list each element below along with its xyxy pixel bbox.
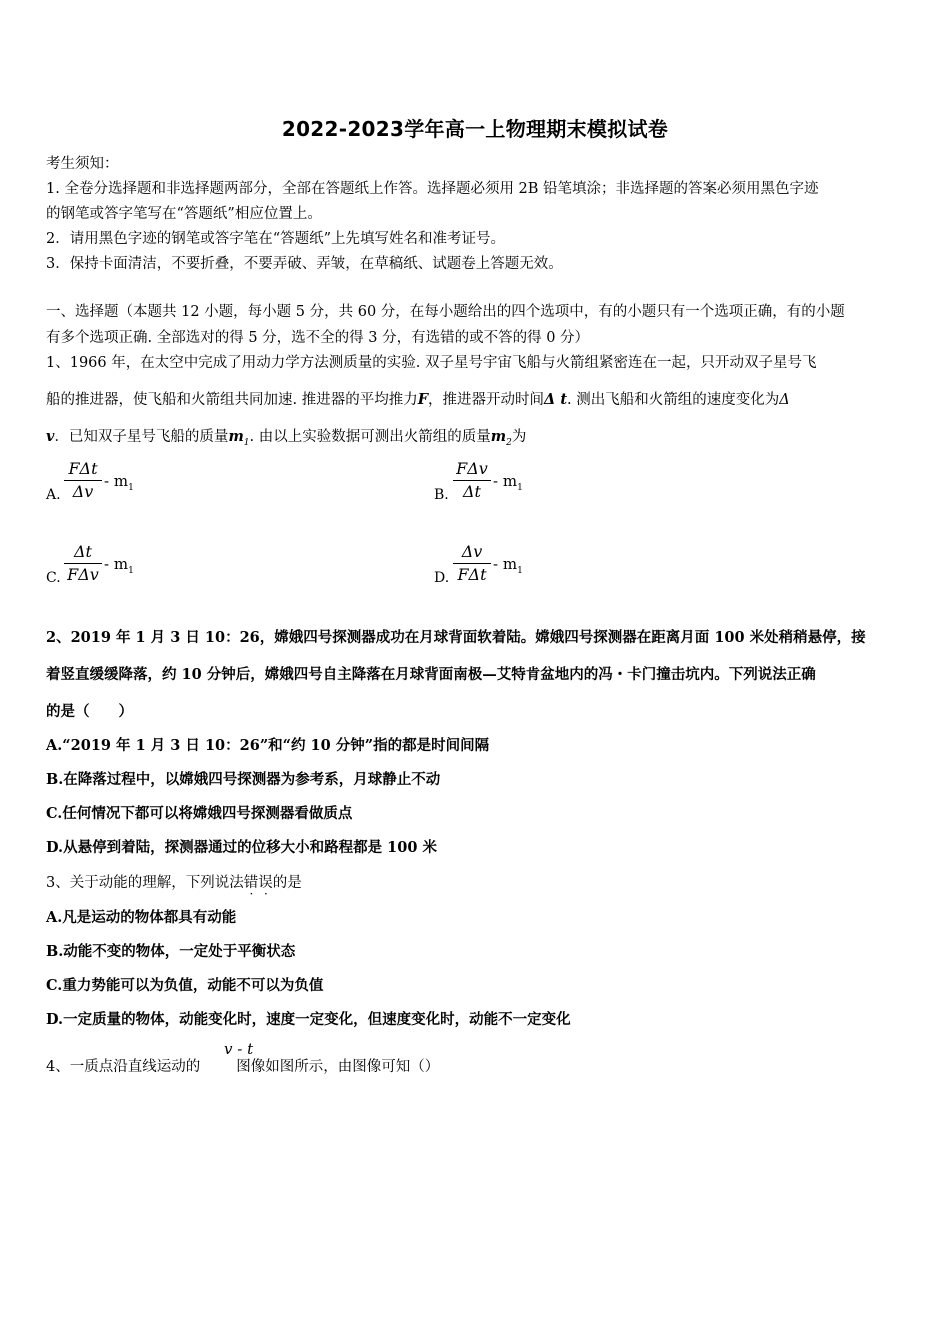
option-tail xyxy=(493,472,523,493)
section-heading-cont: 有多个选项正确. 全部选对的得 5 分，选不全的得 3 分，有选错的或不答的得 0 分） xyxy=(46,330,590,346)
q1-var-m1-sub: 1 xyxy=(243,437,250,448)
option-tail xyxy=(493,555,523,576)
fraction-denominator: Δt xyxy=(463,482,481,501)
q3-stem xyxy=(46,871,906,892)
q2-stem-line3: 的是（ ） xyxy=(46,703,133,720)
notice-item: 3．保持卡面清洁，不要折叠，不要弄破、弄皱，在草稿纸、试题卷上答题无效。 xyxy=(46,256,563,272)
fraction-bar xyxy=(453,563,491,564)
q3-text: 3、关于动能的理解，下列说法 xyxy=(46,875,244,891)
q4-stem xyxy=(46,1055,906,1076)
q1-text: ，推进器开动时间 xyxy=(428,392,545,408)
notice-item: 1. 全卷分选择题和非选择题两部分，全部在答题纸上作答。选择题必须用 2B 铅笔填涂；非选择题的答案必须用黑色字迹 xyxy=(46,181,819,197)
fraction xyxy=(453,542,491,585)
q4-vt-symbol: v - t xyxy=(224,1040,254,1058)
fraction-numerator: FΔt xyxy=(68,459,98,478)
option-tail-text: - m xyxy=(493,472,518,490)
fraction-bar xyxy=(64,480,102,481)
q1-var-F: F xyxy=(417,391,429,408)
fraction xyxy=(64,459,102,502)
fraction-denominator: Δv xyxy=(72,482,94,501)
q3-option-c[interactable]: C.重力势能可以为负值，动能不可以为负值 xyxy=(46,977,324,994)
q2-stem-line2: 着竖直缓缓降落，约 10 分钟后，嫦娥四号自主降落在月球背面南极—艾特肯盆地内的冯・卡门撞击坑内。下列说法正确 xyxy=(46,666,816,683)
q2-option-b[interactable]: B.在降落过程中，以嫦娥四号探测器为参考系，月球静止不动 xyxy=(46,771,441,788)
q3-option-a[interactable]: A.凡是运动的物体都具有动能 xyxy=(46,909,237,926)
section-heading: 一、选择题（本题共 12 小题，每小题 5 分，共 60 分，在每小题给出的四个选项中，有的小题只有一个选项正确，有的小题 xyxy=(46,304,845,320)
option-tail-sub: 1 xyxy=(128,566,134,576)
q4-text: 4、一质点沿直线运动的 xyxy=(46,1059,201,1075)
q1-stem-line2 xyxy=(46,388,906,409)
notice-item: 2．请用黑色字迹的钢笔或答字笔在“答题纸”上先填写姓名和准考证号。 xyxy=(46,231,506,247)
q3-emphasis: 误 xyxy=(258,875,273,891)
q1-stem-line3 xyxy=(46,425,906,448)
fraction-denominator: FΔt xyxy=(457,565,487,584)
q1-stem-line1: 1、1966 年，在太空中完成了用动力学方法测质量的实验. 双子星号宇宙飞船与火箭组紧密连在一起，只开动双子星号飞 xyxy=(46,355,817,371)
q3-option-d[interactable]: D.一定质量的物体，动能变化时，速度一定变化，但速度变化时，动能不一定变化 xyxy=(46,1011,571,1028)
q1-var-dt: Δ t xyxy=(544,391,568,408)
option-label: B. xyxy=(434,487,449,503)
option-tail-text: - m xyxy=(104,472,129,490)
q1-var-v: v xyxy=(46,428,55,445)
option-label: A. xyxy=(46,487,61,503)
fraction xyxy=(64,542,102,585)
option-tail-sub: 1 xyxy=(128,483,134,493)
fraction-bar xyxy=(64,563,102,564)
q3-text: 的是 xyxy=(272,875,302,891)
option-tail xyxy=(104,472,134,493)
q3-emphasis: 错 xyxy=(243,875,259,891)
q2-option-d[interactable]: D.从悬停到着陆，探测器通过的位移大小和路程都是 100 米 xyxy=(46,839,437,856)
q1-text: 为 xyxy=(511,429,527,445)
q4-text: 图像如图所示，由图像可知（） xyxy=(236,1059,440,1075)
q2-option-c[interactable]: C.任何情况下都可以将嫦娥四号探测器看做质点 xyxy=(46,805,353,822)
option-tail-text: - m xyxy=(493,555,518,573)
fraction-numerator: Δv xyxy=(461,542,483,561)
q1-text: ．已知双子星号飞船的质量 xyxy=(54,429,229,445)
option-tail-sub: 1 xyxy=(517,566,523,576)
fraction-bar xyxy=(453,480,491,481)
q1-var-m2: m xyxy=(490,428,507,445)
q2-stem-line1: 2、2019 年 1 月 3 日 10：26，嫦娥四号探测器成功在月球背面软着陆。嫦娥四号探测器在距离月面 100 米处稍稍悬停，接 xyxy=(46,629,866,646)
q3-option-b[interactable]: B.动能不变的物体，一定处于平衡状态 xyxy=(46,943,296,960)
option-tail-text: - m xyxy=(104,555,129,573)
option-label: C. xyxy=(46,570,61,586)
q1-var-m2-sub: 2 xyxy=(506,437,512,448)
q1-var-delta: Δ xyxy=(779,392,790,408)
q1-text: 船的推进器，使飞船和火箭组共同加速. 推进器的平均推力 xyxy=(46,392,418,408)
fraction-numerator: Δt xyxy=(74,542,92,561)
q1-var-m1: m xyxy=(228,428,244,445)
notice-heading: 考生须知： xyxy=(46,156,119,172)
fraction-denominator: FΔv xyxy=(67,565,99,584)
page-title: 2022-2023学年高一上物理期末模拟试卷 xyxy=(281,117,669,141)
q1-text: . 测出飞船和火箭组的速度变化为 xyxy=(567,392,780,408)
option-label: D. xyxy=(434,570,450,586)
option-tail-sub: 1 xyxy=(517,483,523,493)
notice-item: 的钢笔或答字笔写在“答题纸”相应位置上。 xyxy=(46,206,322,222)
option-tail xyxy=(104,555,134,576)
fraction-numerator: FΔv xyxy=(456,459,488,478)
q2-option-a[interactable]: A.“2019 年 1 月 3 日 10：26”和“约 10 分钟”指的都是时间间隔 xyxy=(46,737,490,754)
q1-text: . 由以上实验数据可测出火箭组的质量 xyxy=(249,429,491,445)
fraction xyxy=(453,459,491,502)
